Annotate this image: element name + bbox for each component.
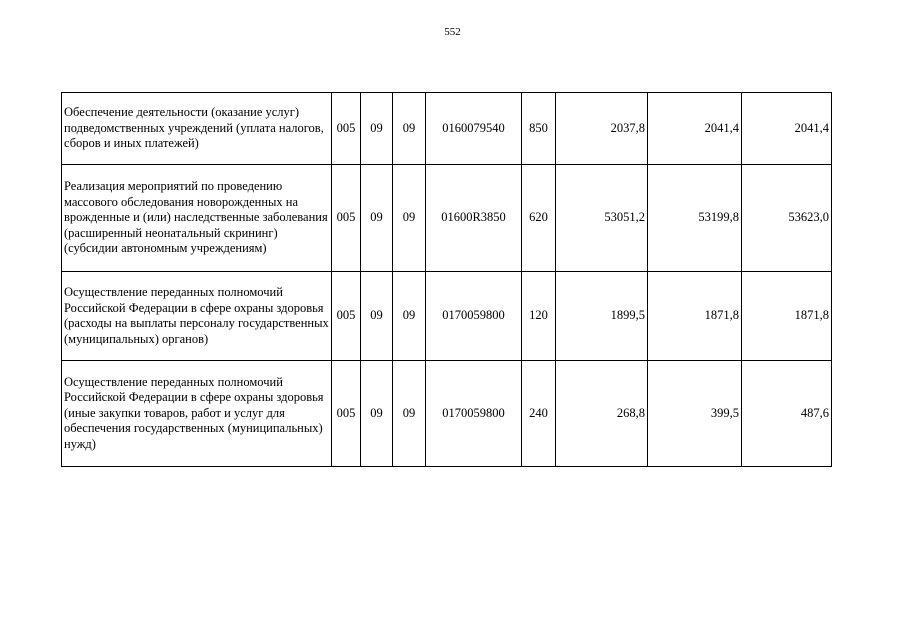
- section-code: 09: [361, 272, 393, 361]
- section-code: 09: [361, 165, 393, 272]
- ministry-code: 005: [332, 93, 361, 165]
- expense-type-code: 240: [522, 361, 556, 467]
- table-row: [62, 361, 832, 467]
- target-article-code: 0170059800: [426, 272, 522, 361]
- target-article-code: 0170059800: [426, 361, 522, 467]
- subsection-code: 09: [393, 272, 426, 361]
- row-description: Реализация мероприятий по проведению массового обследования новорожденных на врожденные и (или) наследственные заболевания (расширенный неонатальный скрининг) (субсидии автономным учреждениям): [62, 165, 332, 272]
- amount-2: 399,5: [648, 361, 742, 467]
- amount-3: 1871,8: [742, 272, 832, 361]
- row-description: Обеспечение деятельности (оказание услуг) подведомственных учреждений (уплата налогов, сборов и иных платежей): [62, 93, 332, 165]
- subsection-code: 09: [393, 361, 426, 467]
- amount-3: 53623,0: [742, 165, 832, 272]
- subsection-code: 09: [393, 93, 426, 165]
- amount-1: 268,8: [556, 361, 648, 467]
- row-description: Осуществление переданных полномочий Российской Федерации в сфере охраны здоровья (расходы на выплаты персоналу государственных (муниципальных) органов): [62, 272, 332, 361]
- ministry-code: 005: [332, 272, 361, 361]
- amount-2: 53199,8: [648, 165, 742, 272]
- amount-2: 1871,8: [648, 272, 742, 361]
- amount-2: 2041,4: [648, 93, 742, 165]
- section-code: 09: [361, 93, 393, 165]
- table-row: [62, 93, 832, 165]
- ministry-code: 005: [332, 361, 361, 467]
- target-article-code: 01600R3850: [426, 165, 522, 272]
- amount-3: 487,6: [742, 361, 832, 467]
- target-article-code: 0160079540: [426, 93, 522, 165]
- amount-3: 2041,4: [742, 93, 832, 165]
- budget-table: [61, 92, 832, 467]
- expense-type-code: 850: [522, 93, 556, 165]
- amount-1: 2037,8: [556, 93, 648, 165]
- table-row: [62, 165, 832, 272]
- expense-type-code: 620: [522, 165, 556, 272]
- amount-1: 1899,5: [556, 272, 648, 361]
- ministry-code: 005: [332, 165, 361, 272]
- page-number: 552: [444, 26, 461, 38]
- expense-type-code: 120: [522, 272, 556, 361]
- row-description: Осуществление переданных полномочий Российской Федерации в сфере охраны здоровья (иные закупки товаров, работ и услуг для обеспечения государственных (муниципальных) нужд): [62, 361, 332, 467]
- subsection-code: 09: [393, 165, 426, 272]
- table-row: [62, 272, 832, 361]
- amount-1: 53051,2: [556, 165, 648, 272]
- section-code: 09: [361, 361, 393, 467]
